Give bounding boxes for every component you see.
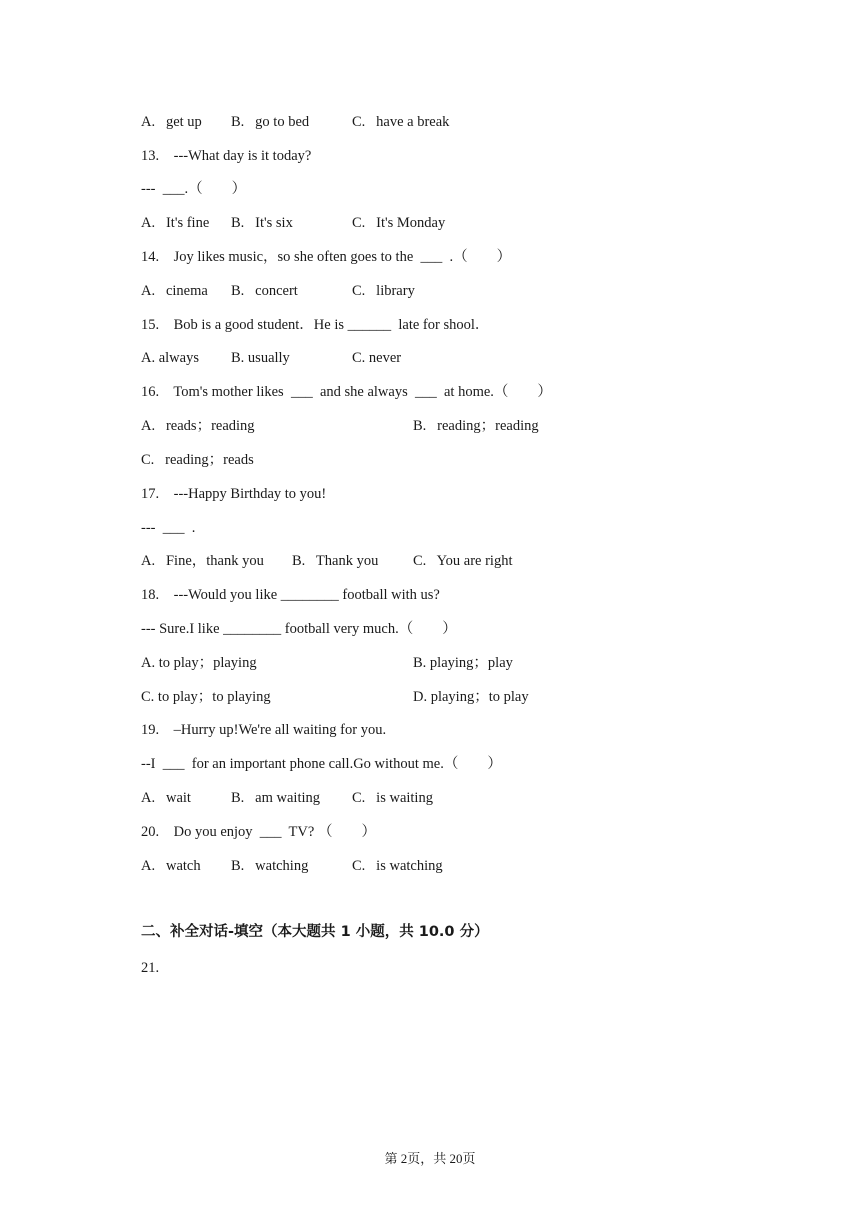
answer-option: A. always xyxy=(141,350,199,366)
answer-option: C. to play；to playing xyxy=(141,689,271,705)
question-line: 13. ---What day is it today? xyxy=(141,148,312,164)
answer-option: C. You are right xyxy=(413,553,513,569)
answer-option: C. It's Monday xyxy=(352,215,446,231)
question-line: --- ___.（ ） xyxy=(141,181,247,197)
section-heading: 二、补全对话-填空（本大题共 1 小题，共 10.0 分） xyxy=(141,924,489,940)
answer-option: A. reads；reading xyxy=(141,418,255,434)
question-line: 14. Joy likes music，so she often goes to the ___ .（ ） xyxy=(141,249,512,265)
answer-option: C. is watching xyxy=(352,858,443,874)
answer-option: B. usually xyxy=(231,350,290,366)
answer-option: B. It's six xyxy=(231,215,293,231)
answer-option: B. go to bed xyxy=(231,114,310,130)
answer-option: B. concert xyxy=(231,283,298,299)
question-line: --I ___ for an important phone call.Go without me.（ ） xyxy=(141,756,502,772)
answer-option: A. wait xyxy=(141,790,191,806)
answer-option: B. Thank you xyxy=(292,553,379,569)
question-line: --- ___ . xyxy=(141,520,196,536)
question-line: 21. xyxy=(141,960,160,976)
answer-option: A. Fine，thank you xyxy=(141,553,264,569)
answer-option: A. get up xyxy=(141,114,202,130)
answer-option: A. cinema xyxy=(141,283,208,299)
answer-option: C. reading；reads xyxy=(141,452,254,468)
question-line: 18. ---Would you like ________ football with us? xyxy=(141,587,440,603)
answer-option: A. It's fine xyxy=(141,215,210,231)
answer-option: C. have a break xyxy=(352,114,450,130)
question-line: 20. Do you enjoy ___ TV? （ ） xyxy=(141,824,376,840)
answer-option: C. library xyxy=(352,283,415,299)
answer-option: B. watching xyxy=(231,858,309,874)
question-line: 15. Bob is a good student．He is ______ late for shool． xyxy=(141,317,490,333)
question-line: 16. Tom's mother likes ___ and she always ___ at home.（ ） xyxy=(141,384,552,400)
answer-option: C. never xyxy=(352,350,402,366)
answer-option: A. to play；playing xyxy=(141,655,257,671)
page-footer: 第 2页，共 20页 xyxy=(384,1151,476,1166)
answer-option: B. reading；reading xyxy=(413,418,539,434)
question-line: --- Sure.I like ________ football very much.（ ） xyxy=(141,621,457,637)
question-line: 19. –Hurry up!We're all waiting for you. xyxy=(141,722,387,738)
answer-option: B. playing；play xyxy=(413,655,513,671)
answer-option: B. am waiting xyxy=(231,790,321,806)
answer-option: C. is waiting xyxy=(352,790,433,806)
question-line: 17. ---Happy Birthday to you! xyxy=(141,486,327,502)
answer-option: D. playing；to play xyxy=(413,689,529,705)
answer-option: A. watch xyxy=(141,858,201,874)
